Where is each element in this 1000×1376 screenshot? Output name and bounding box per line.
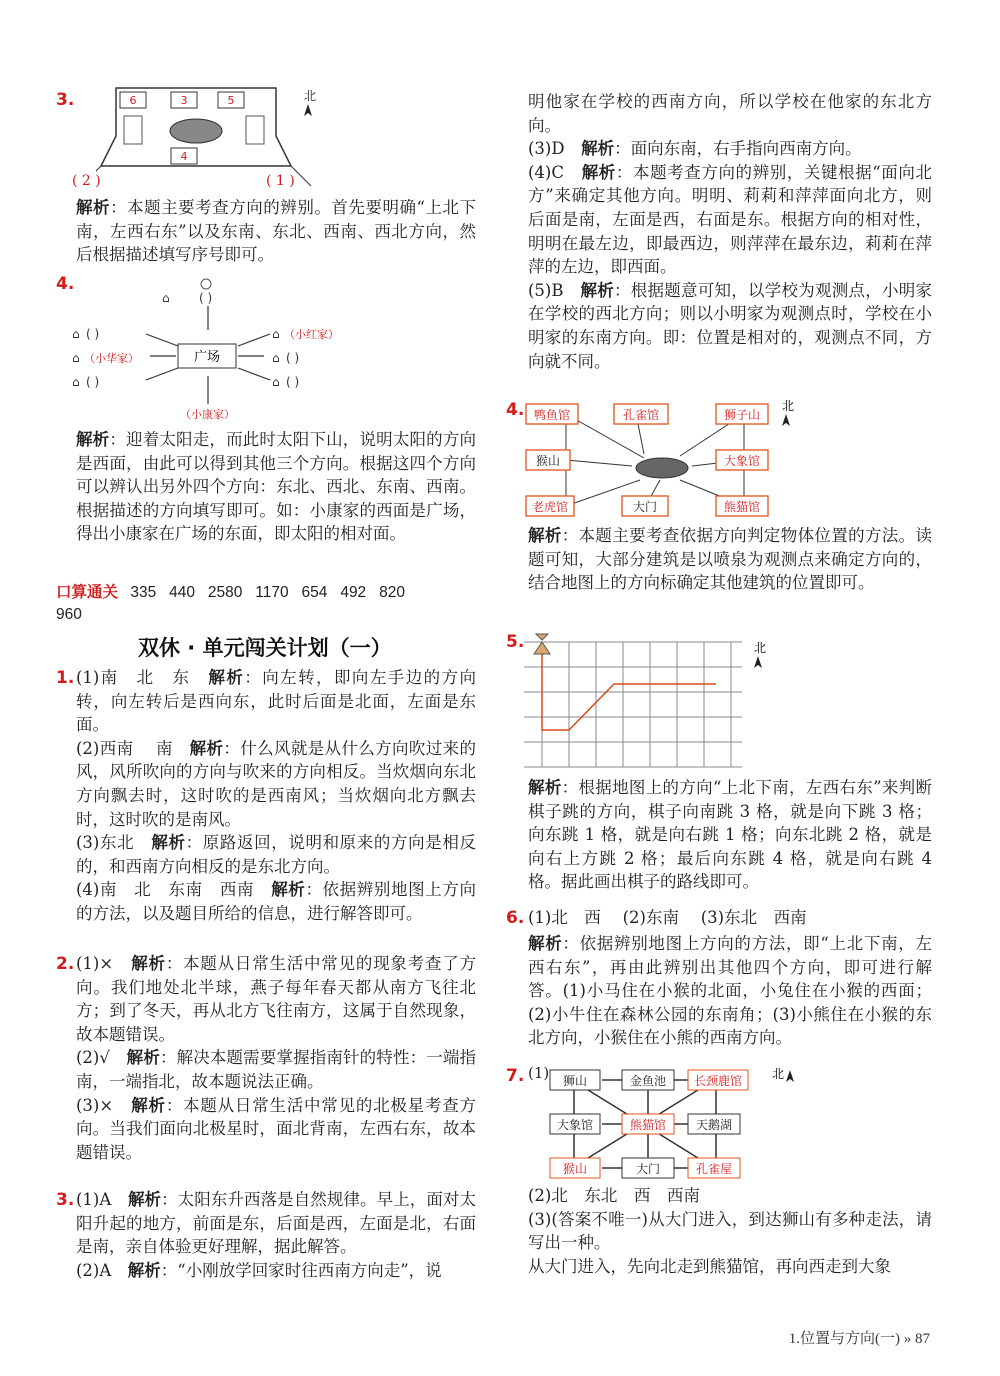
q3-box-3: 3 xyxy=(180,94,188,107)
house-icon xyxy=(72,291,299,389)
r-q5-analysis: 解析：根据地图上的方向“上北下南，左西右东”来判断棋子跳的方向，棋子向南跳 3 格，就是向下跳 3 格；向东跳 1 格，就是向右跳 1 格；向东北跳 2 格，就是向右上方跳 2 格；最后向东跳 4 格，就是向右跳 4 格。据此画出棋子的路线即可。 xyxy=(528,778,933,892)
q3-analysis: 解析：本题主要考查方向的辨别。首先要明确“上北下南，左西右东”以及东南、东北、西南、西北方向，然后根据描述填写序号即可。 xyxy=(76,198,477,265)
q3-north-label: 北 xyxy=(304,89,317,103)
q3-box-4: 4 xyxy=(180,150,188,163)
q3-classroom-diagram xyxy=(96,86,336,194)
zoo-map-diagram xyxy=(520,398,810,522)
north-arrow-icon xyxy=(782,414,790,426)
svg-text:长颈鹿馆: 长颈鹿馆 xyxy=(693,1074,743,1088)
r-q7-number: 7. xyxy=(506,1066,525,1086)
grid-north-label: 北 xyxy=(754,641,767,655)
north-arrow-icon xyxy=(754,656,762,668)
north-arrow-icon xyxy=(786,1070,794,1082)
svg-text:( ): ( ) xyxy=(86,327,100,341)
svg-text:老虎馆: 老虎馆 xyxy=(531,500,569,514)
s3-answers: (1)A 解析：太阳东升西落是自然规律。早上，面对太阳升起的地方，前面是东，后面是西，左面是北，右面是南，亲自体验更好理解，据此解答。 (2)A 解析：“小刚放学回家时往西南方向走”，说 xyxy=(76,1190,477,1280)
oral-calc-row: 口算通关 335 440 2580 1170 654 492 820 xyxy=(56,584,405,601)
right-top-text: 明他家在学校的西南方向，所以学校在他家的东北方向。 (3)D 解析：面向东南，右手指向西南方向。 (4)C 解析：本题考查方向的辨别，关键根据“面向北方”来确定其他方向。明明、莉莉和萍萍面向北方，则后面是南，左面是西，右面是东。根据方向的相对性，明明在最左边，即最西边，则萍萍在最东边，莉莉在萍萍的左边，即西面。 (5)B 解析：根据题意可知，以学校为观测点，小明家在学校的西北方向；则以小明家为观测点时，学校在小明家的东南方向。即：位置是相对的，观测点不同，方向就不同。 xyxy=(528,92,932,371)
sun-icon xyxy=(201,279,211,289)
svg-text:⌂: ⌂ xyxy=(272,327,280,341)
s1-answers: (1)南 北 东 解析：向左转，即向左手边的方向转，向左转后是西向东，此时后面是北面，左面是东面。 (2)西南 南 解析：什么风就是从什么方向吹过来的风，风所吹向的方向与吹来的方向相反。当炊烟向东北方向飘去时，这时吹的是西南风；当炊烟向北方飘去时，这时吹的是南风。 (3)东北 解析：原路返回，说明和原来的方向是相反的，和西南方向相反的是东北方向。 (4)南 北 东南 西南 解析：依据辨别地图上方向的方法，以及题目所给的信息，进行解答即可。 xyxy=(76,668,477,923)
svg-text:⌂: ⌂ xyxy=(72,375,80,389)
q3-paren-right: ( 1 ) xyxy=(266,173,295,189)
svg-text:大门: 大门 xyxy=(632,500,658,514)
q3-number: 3. xyxy=(56,90,75,110)
svg-text:大象馆: 大象馆 xyxy=(723,454,761,468)
r-q5-number: 5. xyxy=(506,632,525,652)
r-q4-number: 4. xyxy=(506,400,525,420)
svg-text:猴山: 猴山 xyxy=(562,1162,588,1176)
r-q7-answers: (2)北 东北 西 西南 (3)(答案不唯一)从大门进入，到达狮山有多种走法，请写出一种。 从大门进入，先向北走到熊猫馆，再向西走到大象 xyxy=(528,1186,932,1276)
r-q6-analysis: 解析：依据辨别地图上方向的方法，即“上北下南，左西右东”，再由此辨别出其他四个方向，即可进行解答。(1)小马住在小猴的北面，小兔住在小猴的西面；(2)小牛住在森林公园的东南角；(3)小熊住在小猴的东北方向，小猴住在小熊的西南方向。 xyxy=(528,934,933,1048)
svg-text:( ): ( ) xyxy=(199,291,213,305)
grid-path-diagram xyxy=(520,632,770,774)
zoo-north-label: 北 xyxy=(782,399,795,413)
q3-box-5: 5 xyxy=(227,94,235,107)
svg-text:熊猫馆: 熊猫馆 xyxy=(723,500,761,514)
svg-text:⌂: ⌂ xyxy=(272,375,280,389)
q4-label-xiaokang: （小康家） xyxy=(180,408,235,421)
zoo2-north-label: 北 xyxy=(772,1067,785,1081)
svg-text:鸭鱼馆: 鸭鱼馆 xyxy=(533,408,571,422)
svg-text:⌂: ⌂ xyxy=(72,351,80,365)
svg-text:狮山: 狮山 xyxy=(562,1074,588,1088)
svg-text:金鱼池: 金鱼池 xyxy=(629,1074,667,1088)
svg-text:熊猫馆: 熊猫馆 xyxy=(629,1118,667,1132)
s3-number: 3. xyxy=(56,1190,75,1210)
chess-piece-icon xyxy=(534,634,550,654)
svg-text:( ): ( ) xyxy=(86,375,100,389)
svg-text:猴山: 猴山 xyxy=(535,454,561,468)
q3-box-6: 6 xyxy=(129,94,137,107)
zoo-map-2-diagram xyxy=(548,1066,808,1182)
r-q6-number: 6. xyxy=(506,908,525,928)
section-title: 双休 · 单元闯关计划（一） xyxy=(138,636,392,660)
svg-text:大象馆: 大象馆 xyxy=(556,1118,594,1132)
q4-center-label: 广场 xyxy=(193,350,221,365)
s2-answers: (1)× 解析：本题从日常生活中常见的现象考查了方向。我们地处北半球，燕子每年春天都从南方飞往北方；到了冬天，再从北方飞往南方，这属于自然现象，故本题错误。 (2)√ 解析：解决本题需要掌握指南针的特性：一端指南，一端指北，故本题说法正确。 (3)× 解析：本题从日常生活中常见的北极星考查方向。当我们面向北极星时，面北背南，左西右东，故本题错误。 xyxy=(76,954,477,1162)
svg-text:孔雀屋: 孔雀屋 xyxy=(695,1162,733,1176)
svg-text:天鹅湖: 天鹅湖 xyxy=(695,1118,733,1132)
q4-label-xiaohua: （小华家） xyxy=(84,352,139,365)
q4-label-xiaohong: （小红家） xyxy=(284,328,339,341)
fountain-icon xyxy=(636,458,688,478)
svg-text:⌂: ⌂ xyxy=(72,327,80,341)
svg-text:⌂: ⌂ xyxy=(162,291,170,305)
q4-number: 4. xyxy=(56,274,75,294)
r-q7-sub1: (1) xyxy=(528,1064,550,1082)
svg-text:⌂: ⌂ xyxy=(272,351,280,365)
svg-text:( ): ( ) xyxy=(286,351,300,365)
svg-text:狮子山: 狮子山 xyxy=(723,408,761,422)
r-q4-analysis: 解析：本题主要考查依据方向判定物体位置的方法。读题可知，大部分建筑是以喷泉为观测点来确定方向的，结合地图上的方向标确定其他建筑的位置即可。 xyxy=(528,526,933,593)
q4-square-diagram xyxy=(66,272,366,424)
svg-text:大门: 大门 xyxy=(635,1162,661,1176)
page-footer: 1.位置与方向(一) » 87 xyxy=(788,1331,930,1347)
s2-number: 2. xyxy=(56,954,75,974)
svg-text:( ): ( ) xyxy=(286,375,300,389)
oral-calc-last: 960 xyxy=(56,606,82,623)
r-q6-answer: (1)北 西 (2)东南 (3)东北 西南 xyxy=(528,908,807,927)
svg-text:孔雀馆: 孔雀馆 xyxy=(622,408,660,422)
north-arrow-icon xyxy=(304,104,312,116)
s1-number: 1. xyxy=(56,668,75,688)
q4-analysis: 解析：迎着太阳走，而此时太阳下山，说明太阳的方向是西面，由此可以得到其他三个方向。根据这四个方向可以辨认出另外四个方向：东北、西北、东南、西南。根据描述的方向填写即可。如：小康家的西面是广场，得出小康家在广场的东面，即太阳的相对面。 xyxy=(76,430,477,544)
q3-paren-left: ( 2 ) xyxy=(72,173,101,189)
